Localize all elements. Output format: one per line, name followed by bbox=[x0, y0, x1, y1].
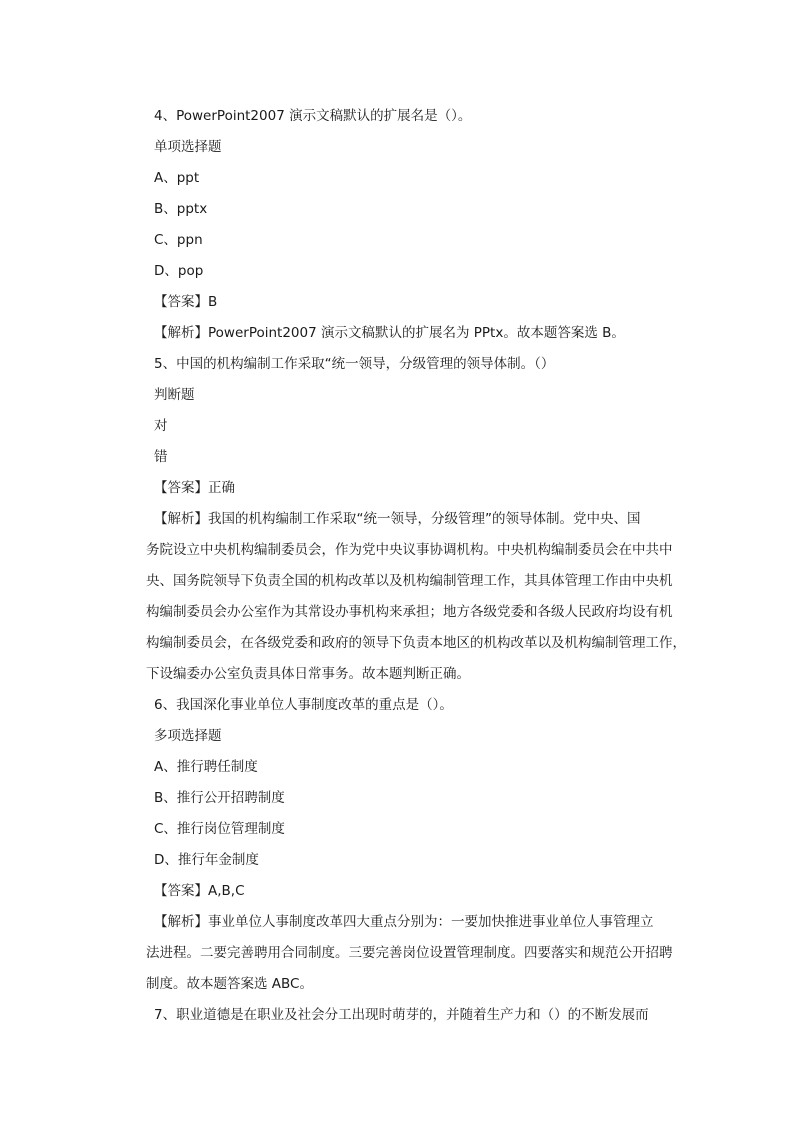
question-6-option-a: A、推行聘任制度 bbox=[154, 759, 258, 775]
question-6-answer: 【答案】A,B,C bbox=[154, 883, 245, 899]
analysis-line: 制度。故本题答案选 ABC。 bbox=[146, 976, 313, 992]
analysis-line: 下设编委办公室负责具体日常事务。故本题判断正确。 bbox=[146, 666, 470, 682]
question-6-option-b: B、推行公开招聘制度 bbox=[154, 790, 285, 806]
question-5-title: 5、中国的机构编制工作采取“统一领导，分级管理的领导体制。（） bbox=[154, 356, 555, 372]
question-5-analysis bbox=[146, 504, 686, 690]
question-4-title: 4、PowerPoint2007 演示文稿默认的扩展名是（）。 bbox=[154, 108, 472, 124]
question-5-option-true: 对 bbox=[154, 418, 168, 434]
question-5-answer: 【答案】正确 bbox=[154, 480, 235, 496]
analysis-line: 央、国务院领导下负责全国的机构改革以及机构编制管理工作，其具体管理工作由中央机 bbox=[146, 573, 673, 589]
analysis-line: 法进程。二要完善聘用合同制度。三要完善岗位设置管理制度。四要落实和规范公开招聘 bbox=[146, 945, 673, 961]
question-4-type: 单项选择题 bbox=[154, 139, 222, 155]
question-7-title: 7、职业道德是在职业及社会分工出现时萌芽的，并随着生产力和（）的不断发展而 bbox=[154, 1007, 649, 1023]
question-6-title: 6、我国深化事业单位人事制度改革的重点是（）。 bbox=[154, 697, 453, 713]
question-5-option-false: 错 bbox=[154, 449, 168, 465]
analysis-line: 务院设立中央机构编制委员会，作为党中央议事协调机构。中央机构编制委员会在中共中 bbox=[146, 542, 673, 558]
analysis-line: 构编制委员会，在各级党委和政府的领导下负责本地区的机构改革以及机构编制管理工作， bbox=[146, 635, 686, 651]
question-4-option-c: C、ppn bbox=[154, 232, 203, 248]
question-4-option-d: D、pop bbox=[154, 263, 204, 279]
question-6-analysis bbox=[146, 907, 674, 1000]
analysis-line: 【解析】事业单位人事制度改革四大重点分别为：一要加快推进事业单位人事管理立 bbox=[154, 914, 654, 930]
analysis-line: 【解析】我国的机构编制工作采取“统一领导，分级管理”的领导体制。党中央、国 bbox=[154, 511, 641, 527]
question-6-type: 多项选择题 bbox=[154, 728, 222, 744]
document-content bbox=[146, 101, 686, 1031]
question-4-analysis: 【解析】PowerPoint2007 演示文稿默认的扩展名为 PPtx。故本题答案选 B。 bbox=[154, 325, 625, 341]
question-5-type: 判断题 bbox=[154, 387, 195, 403]
analysis-line: 构编制委员会办公室作为其常设办事机构来承担；地方各级党委和各级人民政府均设有机 bbox=[146, 604, 673, 620]
question-4-option-a: A、ppt bbox=[154, 170, 200, 186]
question-4-option-b: B、pptx bbox=[154, 201, 208, 217]
question-6-option-c: C、推行岗位管理制度 bbox=[154, 821, 285, 837]
question-4-answer: 【答案】B bbox=[154, 294, 218, 310]
question-6-option-d: D、推行年金制度 bbox=[154, 852, 259, 868]
